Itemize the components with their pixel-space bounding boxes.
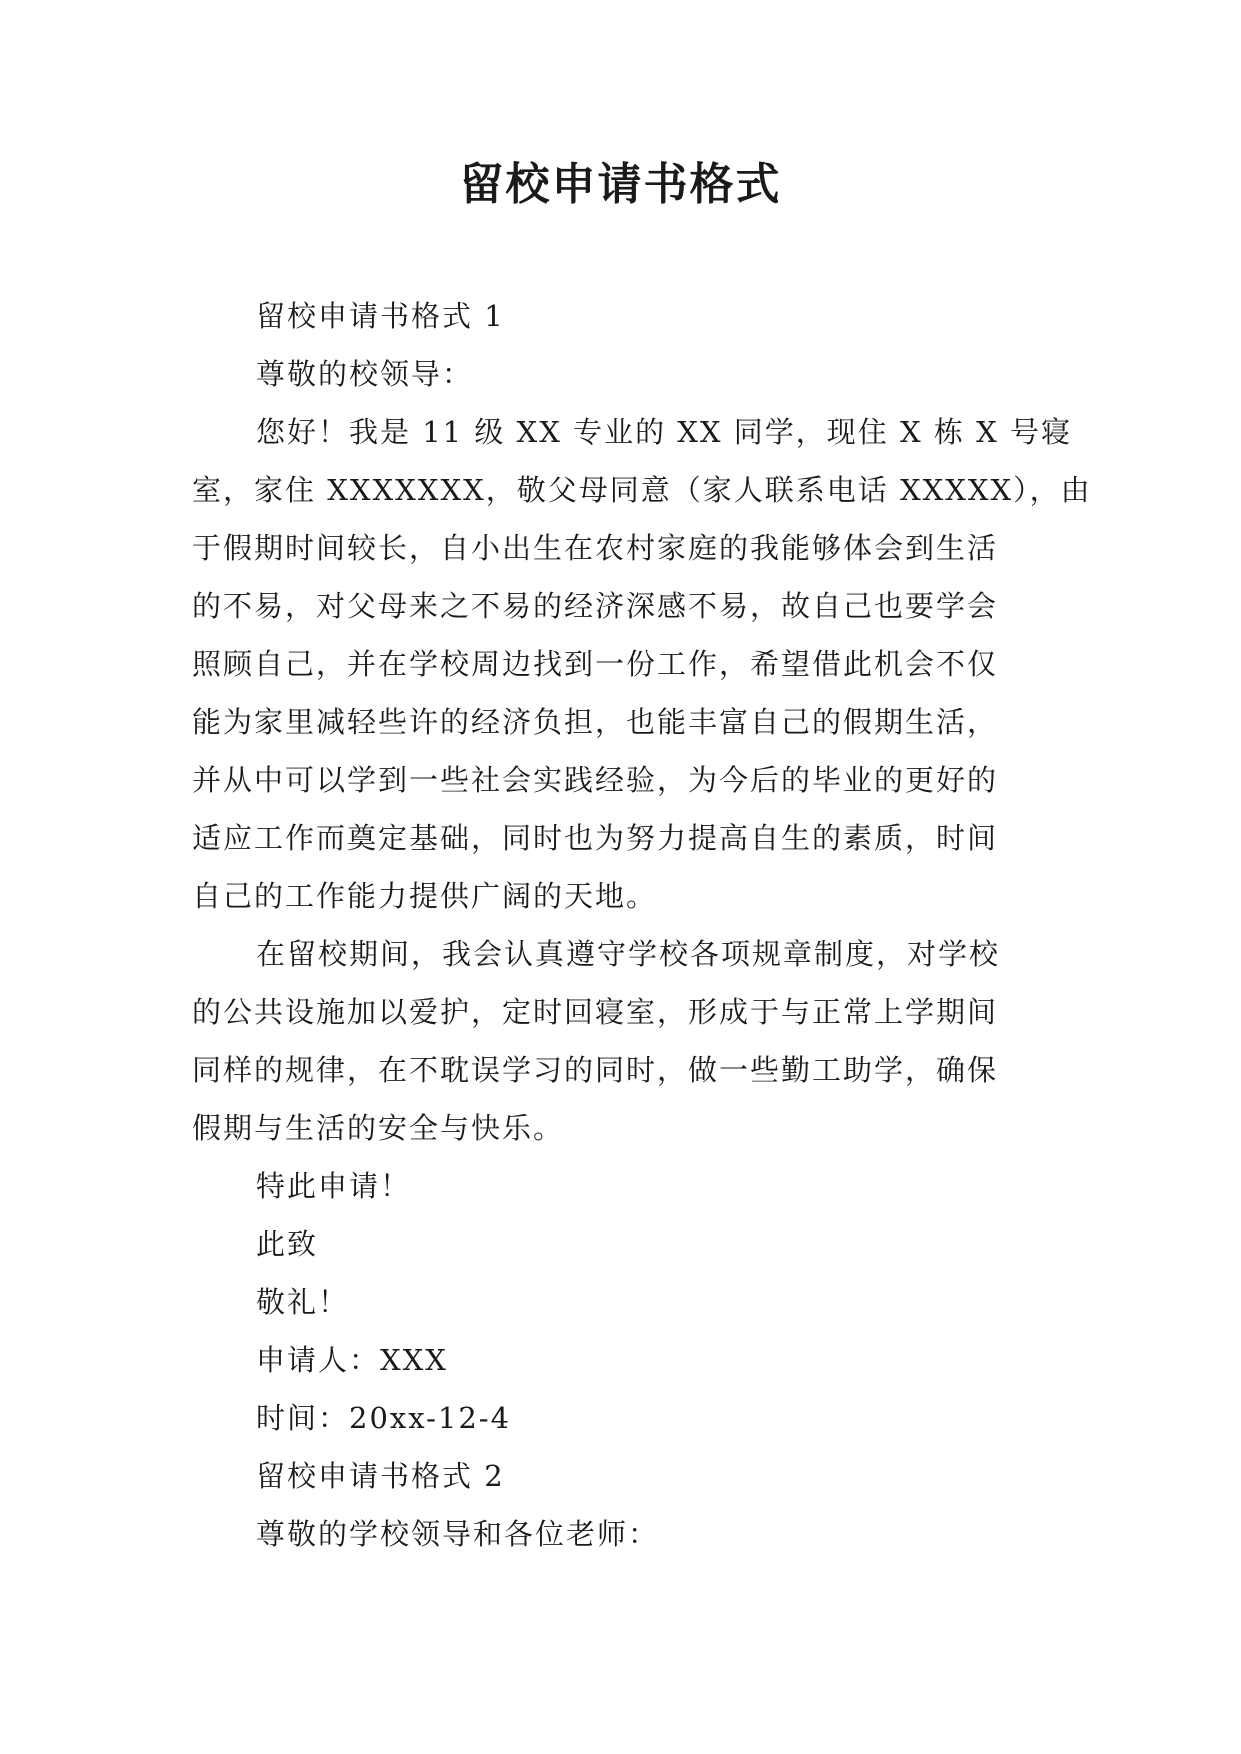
body-line: 时间：20xx-12-4 <box>256 1401 512 1435</box>
body-line: 照顾自己，并在学校周边找到一份工作，希望借此机会不仅 <box>192 647 999 681</box>
body-line: 能为家里减轻些许的经济负担，也能丰富自己的假期生活， <box>192 705 999 739</box>
document-title: 留校申请书格式 <box>459 159 782 210</box>
body-line: 您好！我是 11 级 XX 专业的 XX 同学，现住 X 栋 X 号寝 <box>256 415 1072 449</box>
body-line: 的公共设施加以爱护，定时回寝室，形成于与正常上学期间 <box>192 995 999 1029</box>
body-line: 在留校期间，我会认真遵守学校各项规章制度，对学校 <box>256 937 1001 971</box>
body-line: 留校申请书格式 2 <box>256 1459 505 1493</box>
body-line: 同样的规律，在不耽误学习的同时，做一些勤工助学，确保 <box>192 1053 999 1087</box>
body-line: 假期与生活的安全与快乐。 <box>192 1111 565 1145</box>
body-line: 尊敬的学校领导和各位老师： <box>256 1517 660 1551</box>
body-line: 于假期时间较长，自小出生在农村家庭的我能够体会到生活 <box>192 531 999 565</box>
body-line: 特此申请！ <box>256 1169 412 1203</box>
body-line: 室，家住 XXXXXXX，敬父母同意（家人联系电话 XXXXX），由 <box>192 473 1092 507</box>
body-line: 的不易，对父母来之不易的经济深感不易，故自己也要学会 <box>192 589 999 623</box>
body-line: 适应工作而奠定基础，同时也为努力提高自生的素质，时间 <box>192 821 999 855</box>
body-line: 留校申请书格式 1 <box>256 299 505 333</box>
body-line: 此致 <box>256 1227 319 1261</box>
body-line: 并从中可以学到一些社会实践经验，为今后的毕业的更好的 <box>192 763 999 797</box>
body-line: 敬礼！ <box>256 1285 350 1319</box>
body-line: 自己的工作能力提供广阔的天地。 <box>192 879 658 913</box>
document-body <box>192 287 1092 1563</box>
body-line: 申请人：XXX <box>256 1343 448 1377</box>
body-line: 尊敬的校领导： <box>256 357 474 391</box>
